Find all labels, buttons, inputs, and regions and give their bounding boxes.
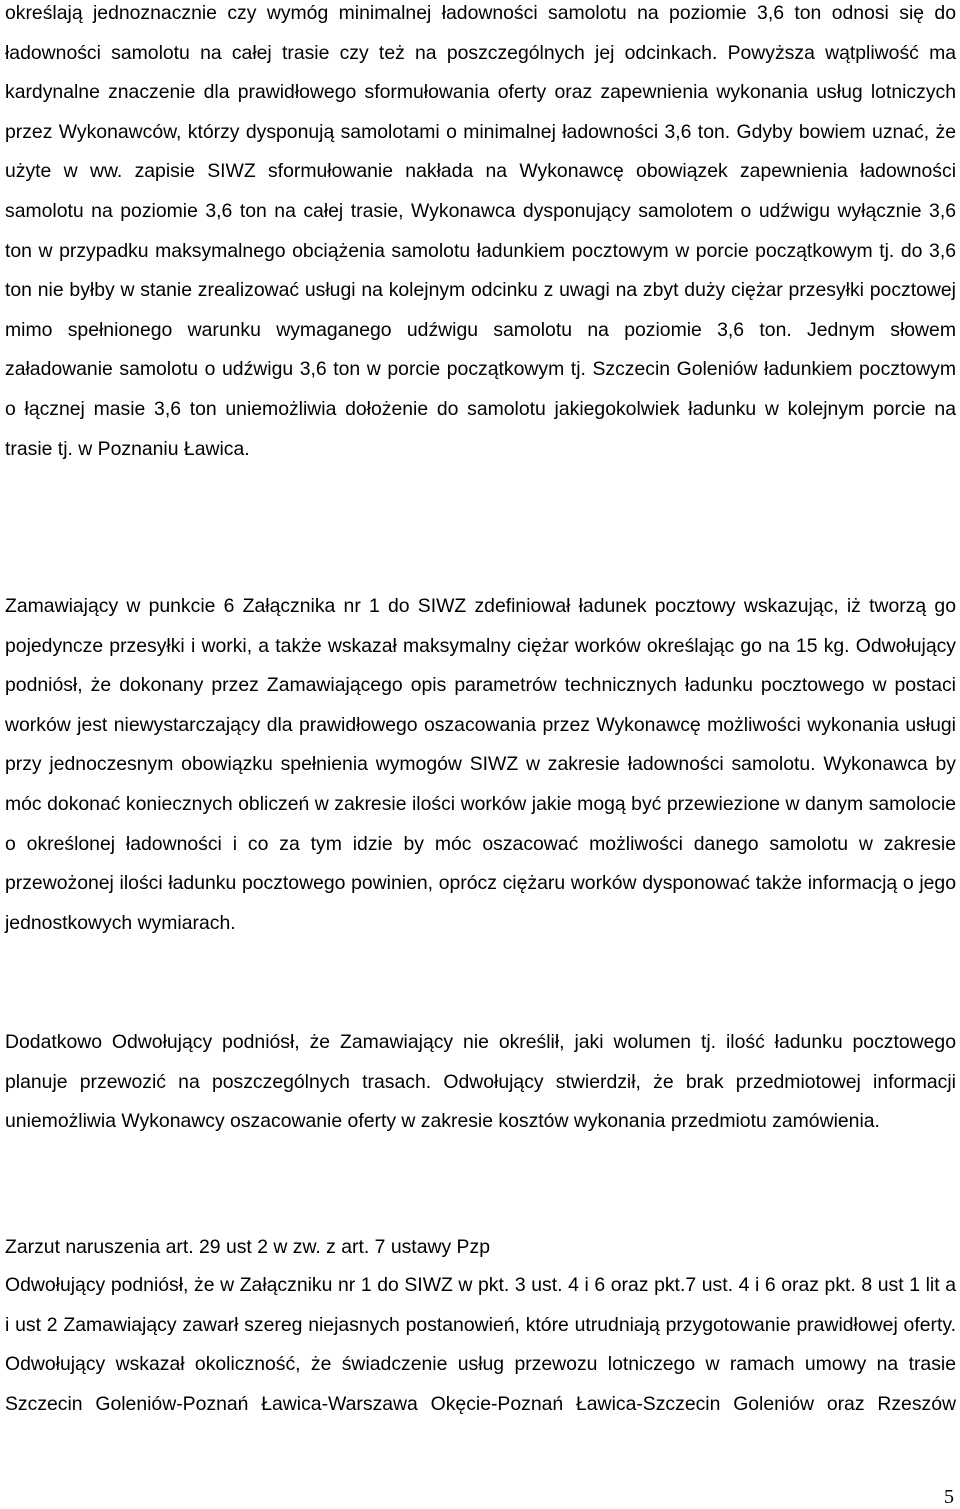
paragraph-4: Odwołujący podniósł, że w Załączniku nr 1 do SIWZ w pkt. 3 ust. 4 i 6 oraz pkt.7 ust. 4 i 6 oraz pkt. 8 ust 1 lit a i ust 2 Zamawiający zawarł szereg niejasnych postanowień, które utrudniają przygotowanie prawidłowej oferty. Odwołujący wskazał okoliczność, że świadczenie usług przewozu lotniczego w ramach umowy na trasie Szczecin Goleniów-Poznań Ławica-Warszawa Okęcie-Poznań Ławica-Szczecin Goleniów oraz Rzeszów bbox=[5, 1274, 956, 1415]
paragraph-2: Zamawiający w punkcie 6 Załącznika nr 1 do SIWZ zdefiniował ładunek pocztowy wskazując, iż tworzą go pojedyncze przesyłki i worki, a także wskazał maksymalny ciężar worków określając go na 15 kg. Odwołujący podniósł, że dokonany przez Zamawiającego opis parametrów technicznych ładunku pocztowego w postaci worków jest niewystarczający dla prawidłowego oszacowania przez Wykonawcę możliwości wykonania usługi przy jednoczesnym obowiązku spełnienia wymogów SIWZ w zakresie ładowności samolotu. Wykonawca by móc dokonać koniecznych obliczeń w zakresie ilości worków jakie mogą być przewiezione w danym samolocie o określonej ładowności i co za tym idzie by móc oszacować możliwości danego samolotu w zakresie przewożonej ilości ładunku pocztowego powinien, oprócz ciężaru worków dysponować także informacją o jego jednostkowych wymiarach. bbox=[5, 595, 956, 934]
section-heading-line: Zarzut naruszenia art. 29 ust 2 w zw. z art. 7 ustawy Pzp bbox=[5, 1236, 490, 1258]
page-number: 5 bbox=[944, 1486, 954, 1508]
paragraph-1: określają jednoznacznie czy wymóg minimalnej ładowności samolotu na poziomie 3,6 ton odnosi się do ładowności samolotu na całej trasie czy też na poszczególnych jej odcinkach. Powyższa wątpliwość ma kardynalne znaczenie dla prawidłowego sformułowania oferty oraz zapewnienia wykonania usług lotniczych przez Wykonawców, którzy dysponują samolotami o minimalnej ładowności 3,6 ton. Gdyby bowiem uznać, że użyte w ww. zapisie SIWZ sformułowanie nakłada na Wykonawcę obowiązek zapewnienia ładowności samolotu na poziomie 3,6 ton na całej trasie, Wykonawca dysponujący samolotem o udźwigu wyłącznie 3,6 ton w przypadku maksymalnego obciążenia samolotu ładunkiem pocztowym w porcie początkowym tj. do 3,6 ton nie byłby w stanie zrealizować usługi na kolejnym odcinku z uwagi na zbyt duży ciężar przesyłki pocztowej mimo spełnionego warunku wymaganego udźwigu samolotu na poziomie 3,6 ton. Jednym słowem załadowanie samolotu o udźwigu 3,6 ton w porcie początkowym tj. Szczecin Goleniów ładunkiem pocztowym o łącznej masie 3,6 ton uniemożliwia dołożenie do samolotu jakiegokolwiek ładunku w kolejnym porcie na trasie tj. w Poznaniu Ławica. bbox=[5, 2, 956, 460]
paragraph-3: Dodatkowo Odwołujący podniósł, że Zamawiający nie określił, jaki wolumen tj. ilość ładunku pocztowego planuje przewozić na poszczególnych trasach. Odwołujący stwierdził, że brak przedmiotowej informacji uniemożliwia Wykonawcy oszacowanie oferty w zakresie kosztów wykonania przedmiotu zamówienia. bbox=[5, 1031, 956, 1133]
